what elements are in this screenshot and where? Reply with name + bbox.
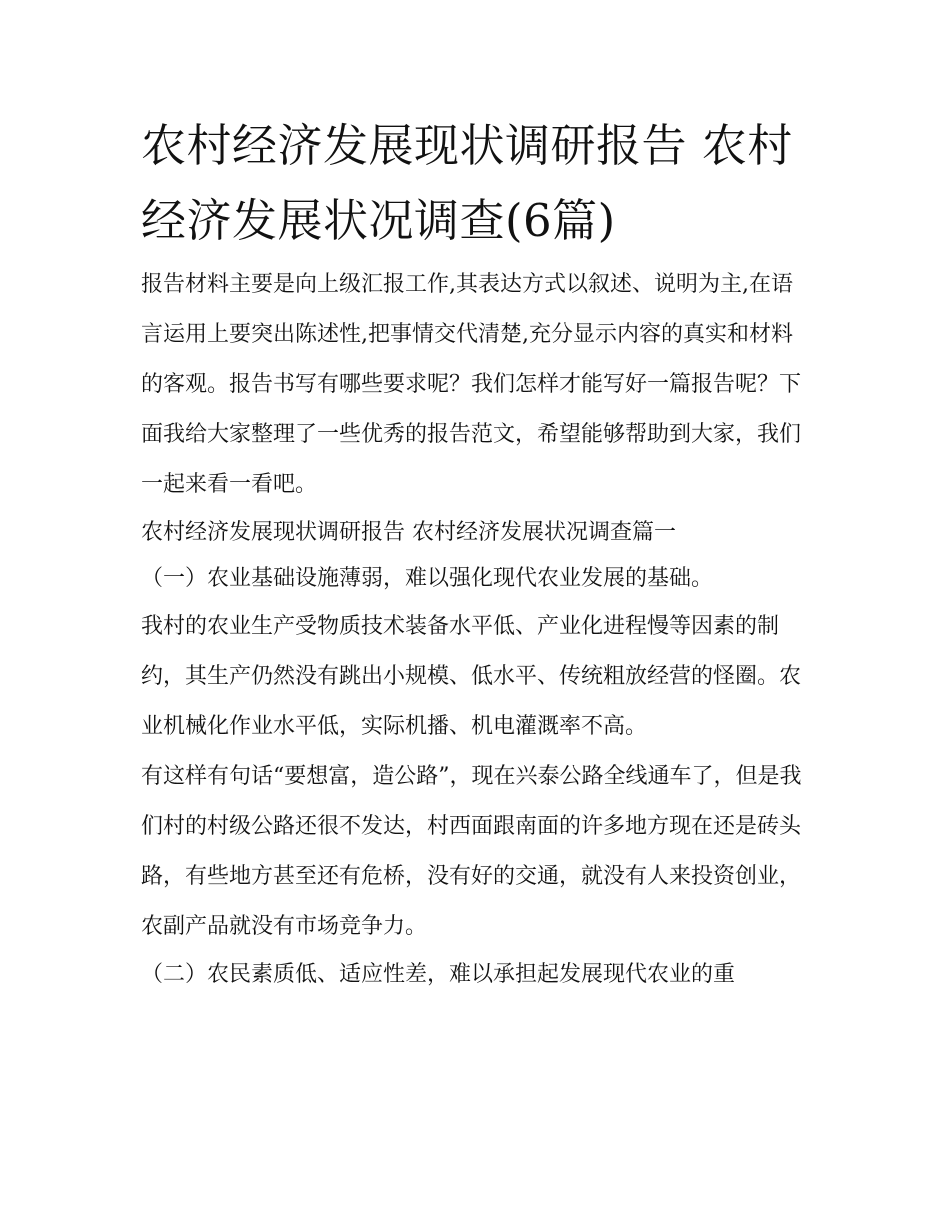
subheading-infrastructure: （一）农业基础设施薄弱，难以强化现代农业发展的基础。 [141,566,714,591]
document-title: 农村经济发展现状调研报告 农村经济发展状况调查(6篇) [141,119,793,247]
intro-paragraph: 报告材料主要是向上级汇报工作,其表达方式以叙述、说明为主,在语言运用上要突出陈述性,把事情交代清楚,充分显示内容的真实和材料的客观。报告书写有哪些要求呢？我们怎样才能写好一篇报告呢？下面我给大家整理了一些优秀的报告范文，希望能够帮助到大家，我们一起来看一看吧。 [141,272,802,497]
paragraph-roads: 有这样有句话“要想富，造公路”，现在兴泰公路全线通车了，但是我们村的村级公路还很不发达，村西面跟南面的许多地方现在还是砖头路，有些地方甚至还有危桥，没有好的交通，就没有人来投资创业，农副产品就没有市场竞争力。 [141,764,802,939]
subheading-farmer-quality: （二）农民素质低、适应性差，难以承担起发展现代农业的重 [141,962,736,987]
section-title-part-one: 农村经济发展现状调研报告 农村经济发展状况调查篇一 [141,520,676,545]
paragraph-agriculture-production: 我村的农业生产受物质技术装备水平低、产业化进程慢等因素的制约，其生产仍然没有跳出小规模、低水平、传统粗放经营的怪圈。农业机械化作业水平低，实际机播、机电灌溉率不高。 [141,614,802,739]
document-body [141,108,813,998]
